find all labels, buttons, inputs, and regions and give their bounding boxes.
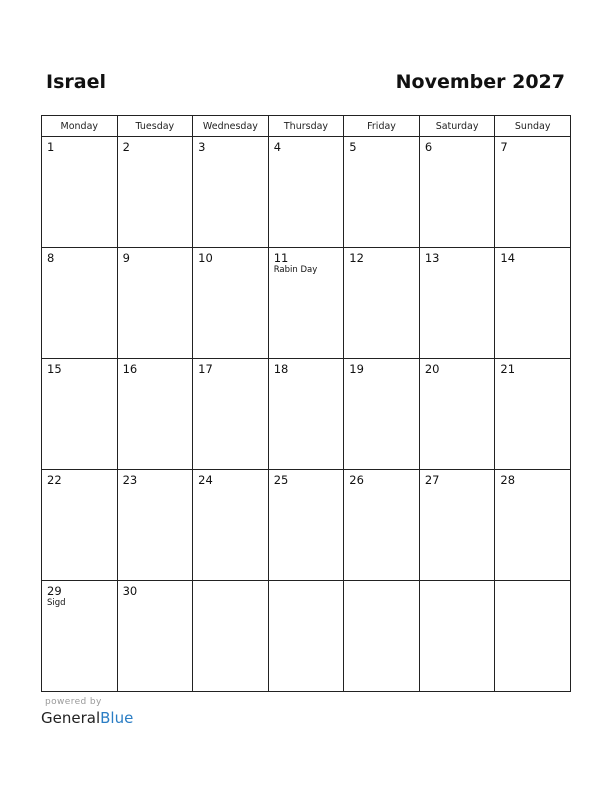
brand-name-general: General [41, 709, 101, 727]
day-cell [344, 248, 420, 359]
day-cell [268, 359, 344, 470]
day-number: 25 [273, 473, 289, 487]
day-cell [419, 359, 495, 470]
month-title: November 2027 [395, 71, 565, 93]
day-number: 8 [47, 251, 55, 265]
day-number: 21 [500, 362, 516, 376]
week-row [42, 248, 571, 359]
day-cell [117, 581, 193, 692]
day-number: 3 [198, 140, 206, 154]
day-cell [117, 470, 193, 581]
day-cell [42, 359, 118, 470]
day-number: 1 [47, 140, 55, 154]
day-cell [268, 137, 344, 248]
day-cell [268, 470, 344, 581]
day-number: 10 [198, 251, 213, 265]
day-number: 20 [424, 362, 440, 376]
day-number: 23 [122, 473, 138, 487]
day-cell [117, 359, 193, 470]
day-cell [495, 470, 571, 581]
day-number: 12 [349, 251, 364, 265]
day-number: 11 [273, 251, 289, 265]
day-cell [193, 581, 269, 692]
day-cell [344, 359, 420, 470]
day-cell [419, 470, 495, 581]
day-number: 2 [122, 140, 130, 154]
holiday-label: Rabin Day [273, 265, 318, 275]
day-number: 24 [198, 473, 213, 487]
day-cell [42, 248, 118, 359]
day-number: 19 [349, 362, 364, 376]
day-cell [419, 137, 495, 248]
day-number: 9 [122, 251, 130, 265]
day-number: 14 [500, 251, 516, 265]
day-number: 7 [500, 140, 508, 154]
week-row [42, 359, 571, 470]
day-cell [268, 581, 344, 692]
calendar-grid [41, 115, 571, 692]
week-row [42, 581, 571, 692]
day-cell [419, 248, 495, 359]
week-row [42, 137, 571, 248]
day-cell [495, 359, 571, 470]
day-cell [344, 137, 420, 248]
day-cell [193, 137, 269, 248]
day-cell [268, 248, 344, 359]
day-number: 16 [122, 362, 138, 376]
day-cell [419, 581, 495, 692]
day-number: 13 [424, 251, 440, 265]
day-cell [117, 248, 193, 359]
day-number: 26 [349, 473, 364, 487]
weekday-header: Tuesday [117, 116, 193, 137]
week-row [42, 470, 571, 581]
weekday-header: Thursday [268, 116, 344, 137]
weekday-header: Sunday [495, 116, 571, 137]
day-number: 5 [349, 140, 357, 154]
day-number: 6 [424, 140, 433, 154]
powered-by-label: powered by [45, 697, 102, 707]
day-cell [42, 137, 118, 248]
day-number: 4 [273, 140, 282, 154]
day-number: 29 [47, 584, 62, 598]
day-cell [495, 248, 571, 359]
brand-name-blue: Blue [100, 709, 134, 727]
day-cell [117, 137, 193, 248]
day-cell [193, 248, 269, 359]
day-cell [495, 581, 571, 692]
day-cell [344, 581, 420, 692]
brand-logo[interactable] [41, 709, 133, 727]
day-cell [193, 470, 269, 581]
day-number: 18 [273, 362, 289, 376]
country-title: Israel [46, 71, 106, 93]
day-cell [42, 581, 118, 692]
weekday-header: Saturday [419, 116, 495, 137]
weekday-header: Wednesday [193, 116, 269, 137]
day-number: 28 [500, 473, 516, 487]
weekday-header-row [42, 116, 571, 137]
day-cell [42, 470, 118, 581]
day-cell [495, 137, 571, 248]
day-number: 27 [424, 473, 440, 487]
day-number: 30 [122, 584, 138, 598]
holiday-label: Sigd [47, 598, 66, 608]
weekday-header: Monday [42, 116, 118, 137]
weekday-header: Friday [344, 116, 420, 137]
day-number: 22 [47, 473, 62, 487]
day-number: 17 [198, 362, 213, 376]
day-cell [193, 359, 269, 470]
day-number: 15 [47, 362, 62, 376]
day-cell [344, 470, 420, 581]
